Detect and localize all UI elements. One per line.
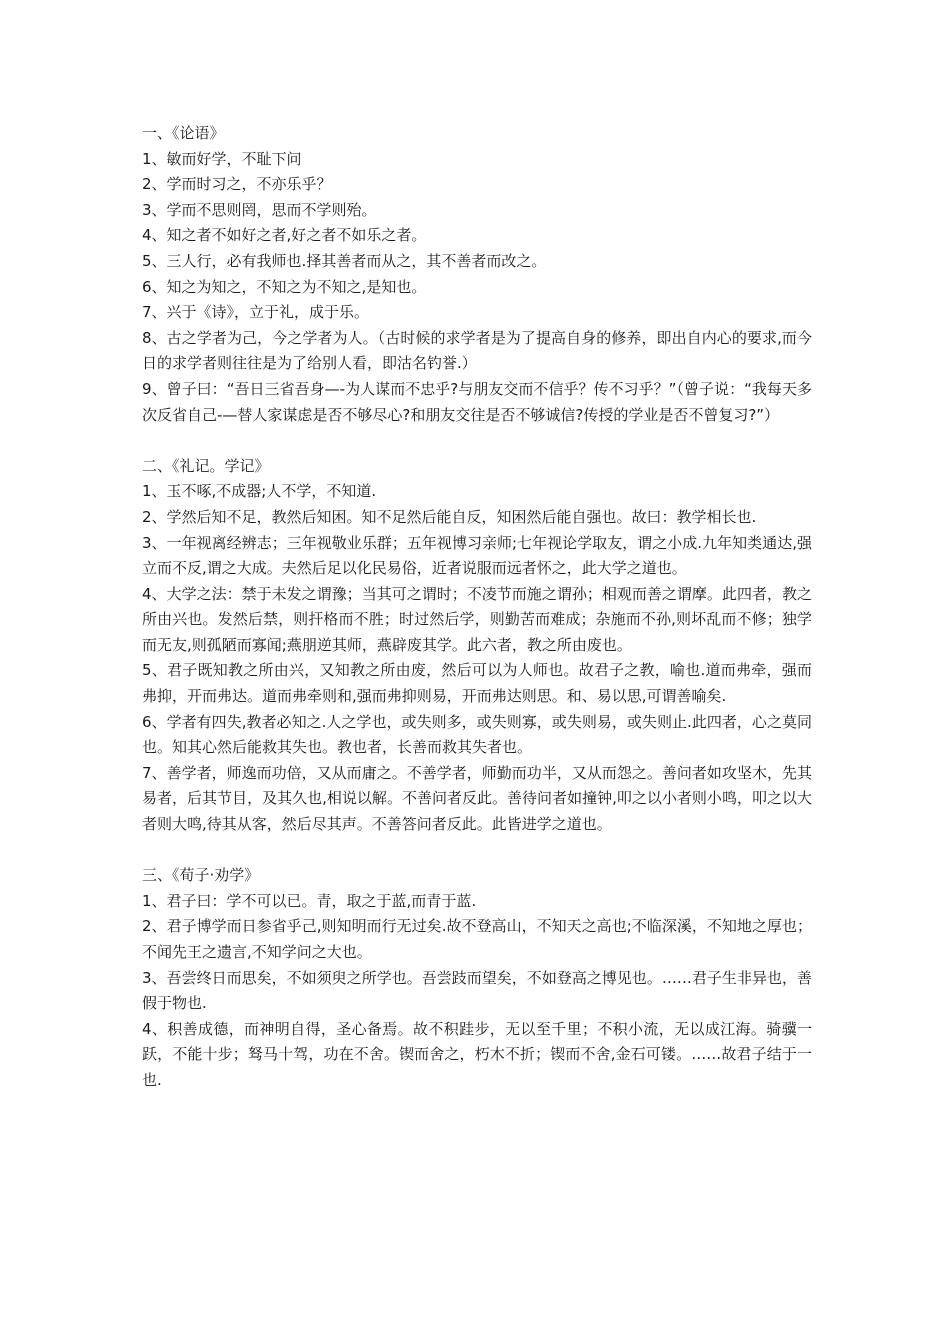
section-heading: 二、《礼记。学记》 bbox=[142, 456, 270, 475]
list-item: 3、学而不思则罔，思而不学则殆。 bbox=[142, 200, 377, 219]
list-item: 4、知之者不如好之者,好之者不如乐之者。 bbox=[142, 226, 427, 245]
list-item: 6、知之为知之，不知之为不知之,是知也。 bbox=[142, 277, 427, 296]
section-liji-xueji bbox=[142, 454, 812, 838]
document-body bbox=[142, 121, 812, 1094]
list-item: 2、君子博学而日参省乎己,则知明而行无过矣.故不登高山，不知天之高也;不临深溪，不知地之厚也；不闻先王之遗言,不知学问之大也。 bbox=[142, 917, 812, 961]
list-item: 7、善学者，师逸而功倍，又从而庸之。不善学者，师勤而功半，又从而怨之。善问者如攻坚木，先其易者，后其节目，及其久也,相说以解。不善问者反此。善待问者如撞钟,叩之以小者则小鸣，叩之以大者则大鸣,待其从客，然后尽其声。不善答问者反此。此皆进学之道也。 bbox=[142, 763, 812, 834]
list-item: 7、兴于《诗》，立于礼，成于乐。 bbox=[142, 303, 370, 322]
section-heading: 一、《论语》 bbox=[142, 124, 225, 142]
list-item: 6、学者有四失,教者必知之.人之学也，或失则多，或失则寡，或失则易，或失则止.此四者，心之莫同也。知其心然后能救其失也。教也者，长善而救其失者也。 bbox=[142, 712, 812, 757]
section-heading: 三、《荀子·劝学》 bbox=[142, 866, 260, 885]
list-item: 4、积善成德，而神明自得，圣心备焉。故不积跬步，无以至千里；不积小流，无以成江海。骑骥一跃，不能十步；驽马十驾，功在不舍。锲而舍之，朽木不折；锲而不舍,金石可镂。……故君子结于一也. bbox=[142, 1019, 812, 1089]
list-item: 4、大学之法：禁于未发之谓豫；当其可之谓时；不凌节而施之谓孙；相观而善之谓摩。此四者，教之所由兴也。发然后禁，则扞格而不胜；时过然后学，则勤苦而难成；杂施而不孙,则坏乱而不修；独学而无友,则孤陋而寡闻;燕朋逆其师，燕辟废其学。此六者，教之所由废也。 bbox=[142, 584, 812, 654]
list-item: 1、敏而好学，不耻下问 bbox=[142, 149, 302, 168]
list-item: 2、学而时习之，不亦乐乎？ bbox=[142, 175, 332, 194]
list-item: 3、吾尝终日而思矣，不如须臾之所学也。吾尝跂而望矣，不如登高之博见也。……君子生非异也，善假于物也. bbox=[142, 968, 812, 1013]
list-item: 9、曾子曰：“吾日三省吾身—-为人谋而不忠乎?与朋友交而不信乎？传不习乎？”（曾子说：“我每天多次反省自己-—替人家谋虑是否不够尽心?和朋友交往是否不够诚信?传授的学业是否不曾复习?”） bbox=[142, 379, 812, 424]
section-xunzi-quanxue bbox=[142, 863, 812, 1093]
list-item: 1、玉不啄,不成器;人不学，不知道. bbox=[142, 482, 377, 501]
list-item: 3、一年视离经辨志；三年视敬业乐群；五年视博习亲师;七年视论学取友，谓之小成.九年知类通达,强立而不反,谓之大成。夫然后足以化民易俗，近者说服而远者怀之，此大学之道也。 bbox=[142, 533, 812, 578]
list-item: 1、君子曰：学不可以已。青，取之于蓝,而青于蓝. bbox=[142, 891, 477, 910]
list-item: 8、古之学者为己，今之学者为人。（古时候的求学者是为了提高自身的修养，即出自内心的要求,而今日的求学者则往往是为了给别人看，即沽名钓誉.） bbox=[142, 328, 812, 373]
section-lunyu bbox=[142, 121, 812, 428]
list-item: 5、君子既知教之所由兴，又知教之所由废，然后可以为人师也。故君子之教，喻也.道而弗牵，强而弗抑，开而弗达。道而弗牵则和,强而弗抑则易，开而弗达则思。和、易以思,可谓善喻矣. bbox=[142, 661, 812, 706]
list-item: 5、三人行，必有我师也.择其善者而从之，其不善者而改之。 bbox=[142, 251, 547, 270]
list-item: 2、学然后知不足，教然后知困。知不足然后能自反，知困然后能自强也。故曰：教学相长也. bbox=[142, 507, 757, 526]
